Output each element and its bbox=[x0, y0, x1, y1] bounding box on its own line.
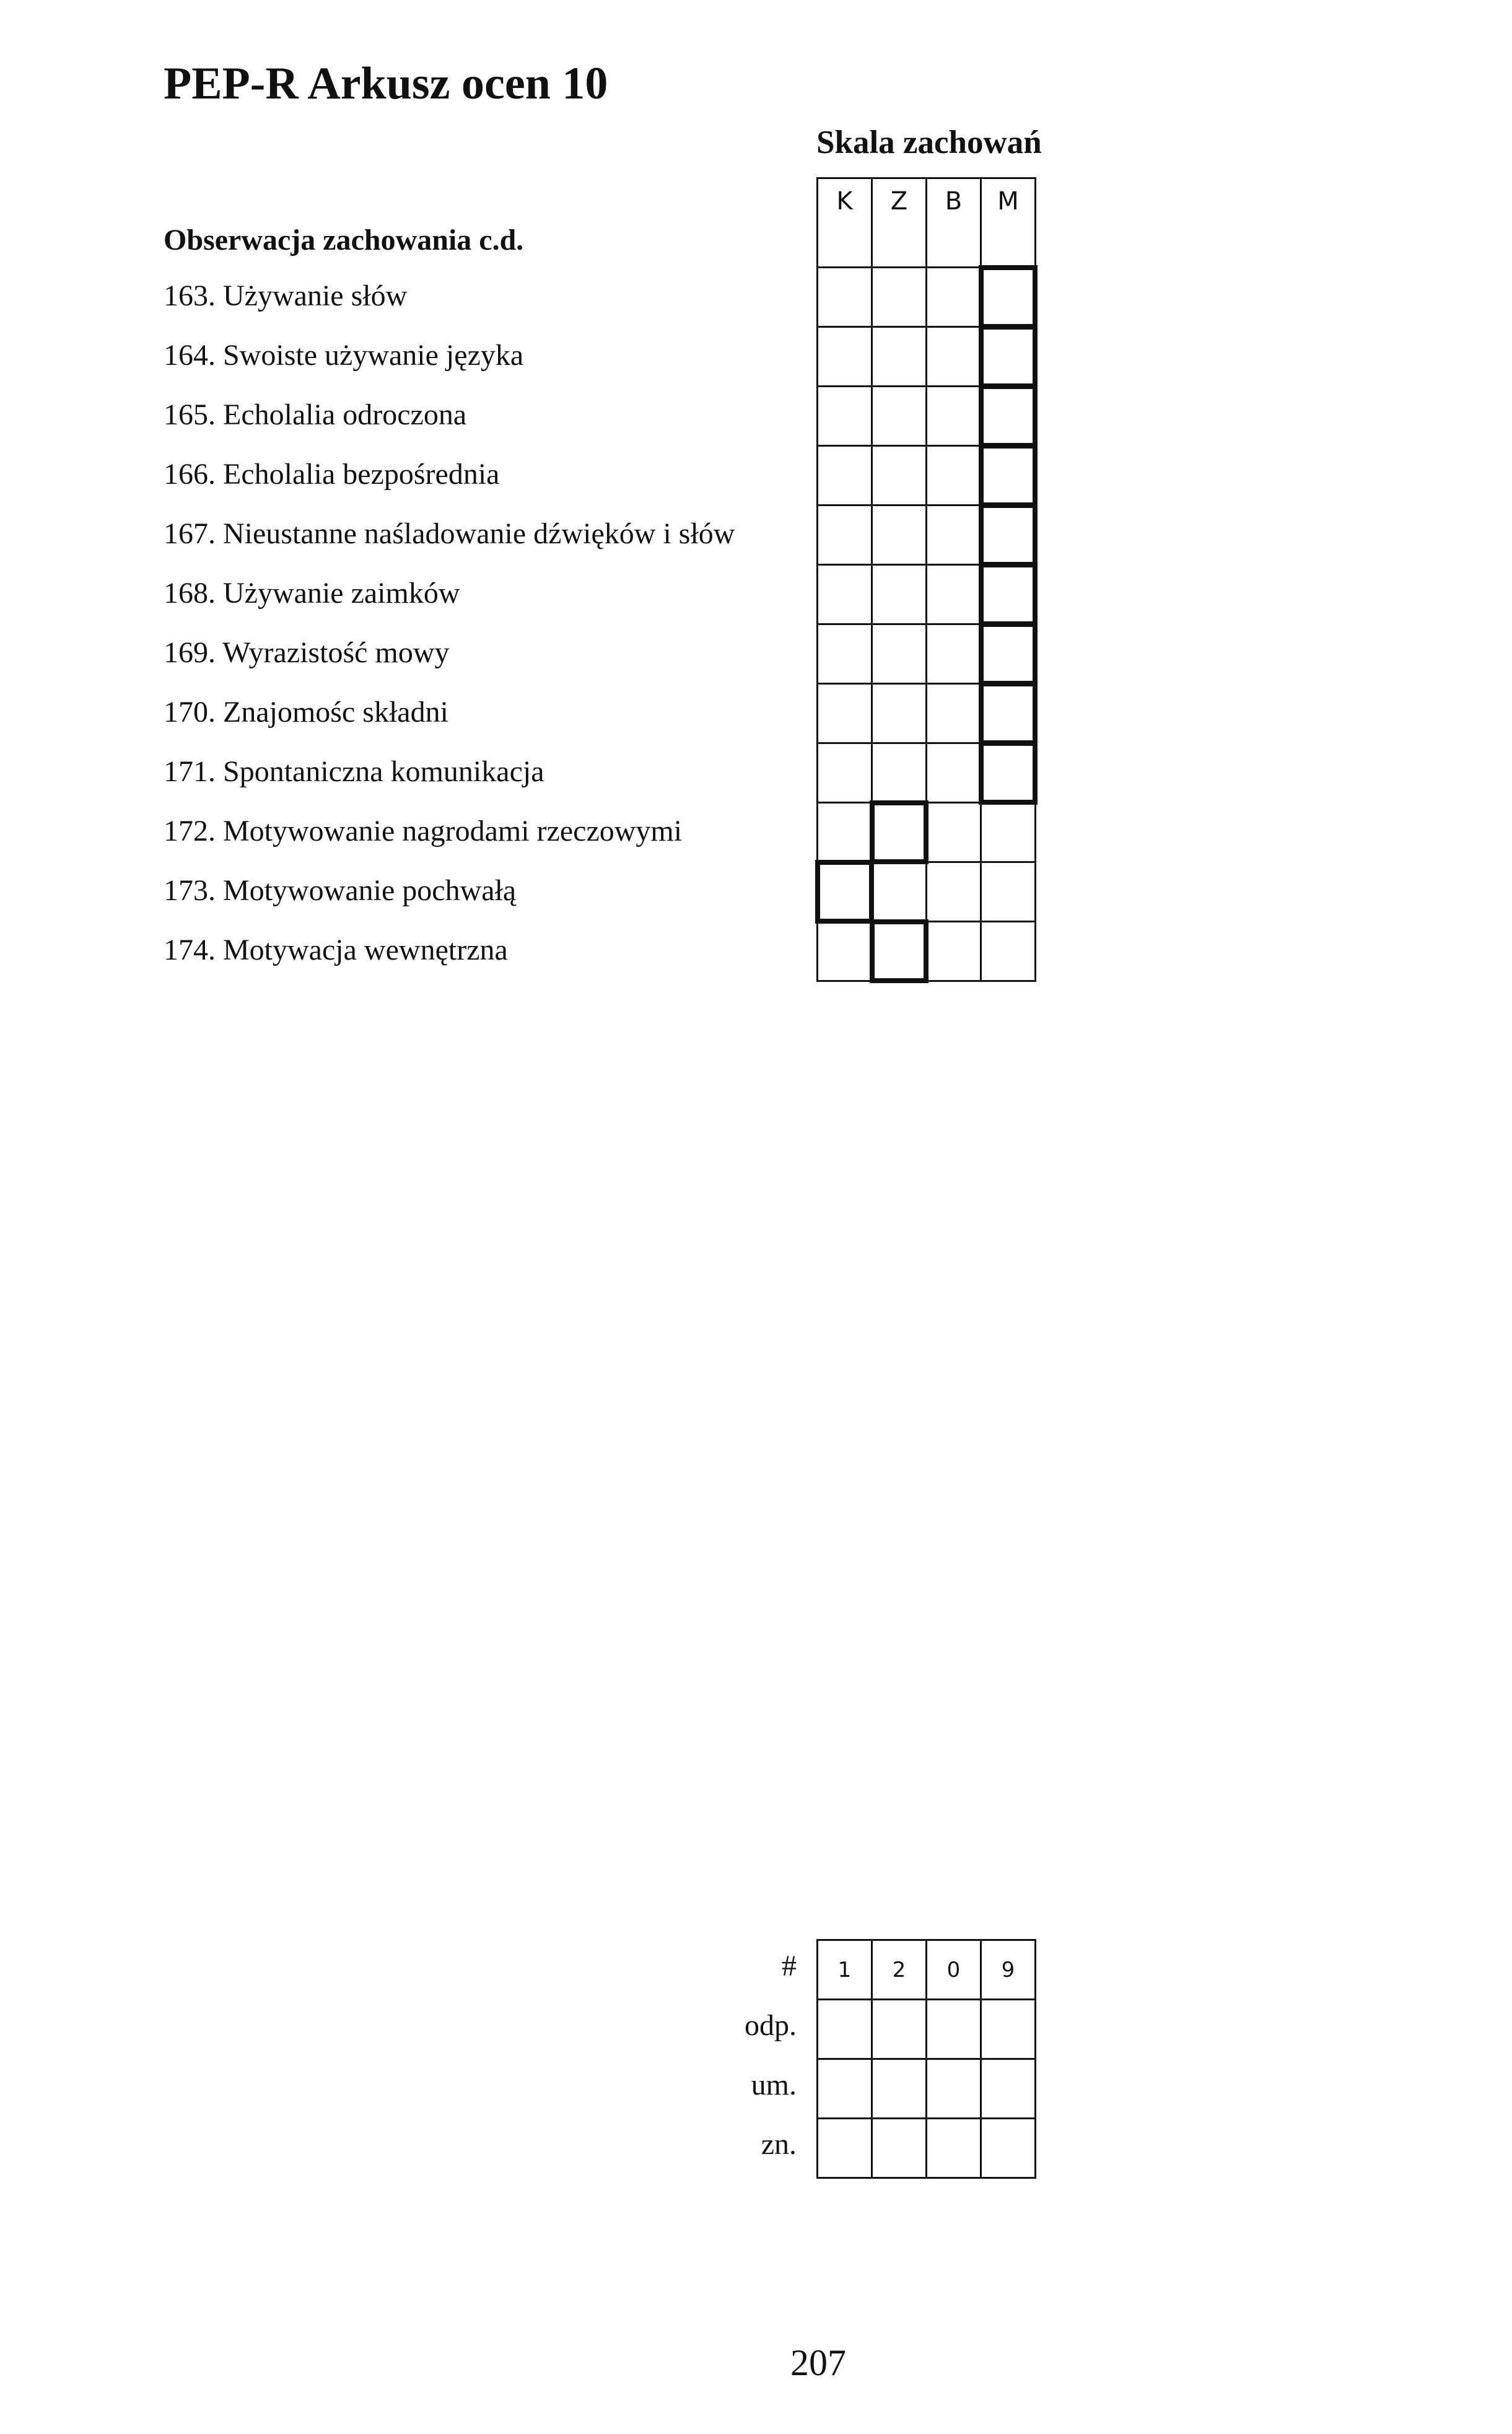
summary-cell-um[interactable] bbox=[925, 2058, 982, 2119]
highlighted-rating-cell-m bbox=[979, 681, 1038, 745]
rating-cell-z[interactable] bbox=[871, 504, 927, 566]
scale-title: Skala zachowań bbox=[816, 125, 1042, 160]
highlighted-rating-cell-m bbox=[979, 325, 1038, 388]
item-label: 170. Znajomośc składni bbox=[164, 696, 448, 729]
rating-cell-k[interactable] bbox=[816, 326, 873, 387]
item-label: 163. Używanie słów bbox=[164, 279, 408, 312]
rating-cell-b[interactable] bbox=[925, 564, 982, 625]
rating-cell-b[interactable] bbox=[925, 623, 982, 685]
summary-cell-zn[interactable] bbox=[925, 2117, 982, 2179]
row-label-um: um. bbox=[751, 2068, 797, 2101]
rating-cell-k[interactable] bbox=[816, 742, 873, 803]
rating-cell-m[interactable] bbox=[980, 921, 1036, 982]
rating-cell-b[interactable] bbox=[925, 326, 982, 387]
rating-cell-z[interactable] bbox=[871, 742, 927, 803]
item-label: 173. Motywowanie pochwałą bbox=[164, 874, 517, 907]
rating-cell-k[interactable] bbox=[816, 266, 873, 328]
rating-cell-z[interactable] bbox=[871, 445, 927, 506]
highlighted-rating-cell-k bbox=[815, 860, 874, 924]
rating-cell-b[interactable] bbox=[925, 504, 982, 566]
highlighted-rating-cell-m bbox=[979, 741, 1038, 805]
item-label: 169. Wyrazistość mowy bbox=[164, 636, 450, 669]
highlighted-rating-cell-z bbox=[870, 800, 929, 864]
rating-cell-b[interactable] bbox=[925, 802, 982, 863]
summary-cell-odp[interactable] bbox=[871, 1998, 927, 2060]
rating-cell-k[interactable] bbox=[816, 683, 873, 744]
code-digit-cell: 1 bbox=[816, 1939, 873, 2000]
rating-cell-k[interactable] bbox=[816, 445, 873, 506]
highlighted-rating-cell-m bbox=[979, 265, 1038, 329]
rating-cell-b[interactable] bbox=[925, 861, 982, 922]
section-title: Obserwacja zachowania c.d. bbox=[164, 224, 524, 256]
summary-cell-zn[interactable] bbox=[871, 2117, 927, 2179]
summary-cell-um[interactable] bbox=[871, 2058, 927, 2119]
rating-cell-z[interactable] bbox=[871, 266, 927, 328]
code-label: # bbox=[782, 1950, 797, 1982]
rating-cell-b[interactable] bbox=[925, 683, 982, 744]
item-label: 174. Motywacja wewnętrzna bbox=[164, 934, 508, 966]
highlighted-rating-cell-m bbox=[979, 384, 1038, 448]
rating-cell-z[interactable] bbox=[871, 564, 927, 625]
highlighted-rating-cell-m bbox=[979, 503, 1038, 567]
summary-cell-odp[interactable] bbox=[816, 1998, 873, 2060]
item-label: 166. Echolalia bezpośrednia bbox=[164, 458, 500, 491]
scale-header-z: Z bbox=[871, 177, 927, 268]
item-label: 172. Motywowanie nagrodami rzeczowymi bbox=[164, 815, 683, 847]
rating-cell-m[interactable] bbox=[980, 861, 1036, 922]
row-label-zn: zn. bbox=[761, 2128, 797, 2161]
rating-cell-b[interactable] bbox=[925, 445, 982, 506]
highlighted-rating-cell-m bbox=[979, 444, 1038, 507]
summary-cell-odp[interactable] bbox=[925, 1998, 982, 2060]
item-label: 164. Swoiste używanie języka bbox=[164, 339, 524, 372]
rating-cell-k[interactable] bbox=[816, 385, 873, 447]
rating-cell-z[interactable] bbox=[871, 623, 927, 685]
code-digit-cell: 0 bbox=[925, 1939, 982, 2000]
scale-header-m: M bbox=[980, 177, 1036, 268]
code-digit-cell: 2 bbox=[871, 1939, 927, 2000]
rating-cell-k[interactable] bbox=[816, 564, 873, 625]
rating-cell-b[interactable] bbox=[925, 385, 982, 447]
rating-cell-b[interactable] bbox=[925, 266, 982, 328]
highlighted-rating-cell-z bbox=[870, 919, 929, 983]
rating-cell-b[interactable] bbox=[925, 921, 982, 982]
scale-header-b: B bbox=[925, 177, 982, 268]
item-label: 171. Spontaniczna komunikacja bbox=[164, 755, 544, 788]
rating-cell-k[interactable] bbox=[816, 921, 873, 982]
summary-cell-zn[interactable] bbox=[816, 2117, 873, 2179]
summary-cell-odp[interactable] bbox=[980, 1998, 1036, 2060]
rating-cell-z[interactable] bbox=[871, 326, 927, 387]
highlighted-rating-cell-m bbox=[979, 563, 1038, 626]
item-label: 168. Używanie zaimków bbox=[164, 577, 460, 610]
page-number: 207 bbox=[790, 2342, 846, 2383]
rating-cell-k[interactable] bbox=[816, 802, 873, 863]
summary-cell-um[interactable] bbox=[816, 2058, 873, 2119]
summary-cell-zn[interactable] bbox=[980, 2117, 1036, 2179]
scale-header-k: K bbox=[816, 177, 873, 268]
rating-cell-z[interactable] bbox=[871, 385, 927, 447]
row-label-odp: odp. bbox=[745, 2009, 797, 2042]
summary-cell-um[interactable] bbox=[980, 2058, 1036, 2119]
page-title: PEP-R Arkusz ocen 10 bbox=[164, 58, 608, 109]
code-digit-cell: 9 bbox=[980, 1939, 1036, 2000]
item-label: 165. Echolalia odroczona bbox=[164, 398, 467, 431]
rating-cell-m[interactable] bbox=[980, 802, 1036, 863]
rating-cell-k[interactable] bbox=[816, 623, 873, 685]
item-label: 167. Nieustanne naśladowanie dźwięków i słów bbox=[164, 517, 735, 550]
highlighted-rating-cell-m bbox=[979, 622, 1038, 686]
rating-cell-z[interactable] bbox=[871, 683, 927, 744]
rating-cell-z[interactable] bbox=[871, 861, 927, 922]
rating-cell-k[interactable] bbox=[816, 504, 873, 566]
rating-cell-b[interactable] bbox=[925, 742, 982, 803]
